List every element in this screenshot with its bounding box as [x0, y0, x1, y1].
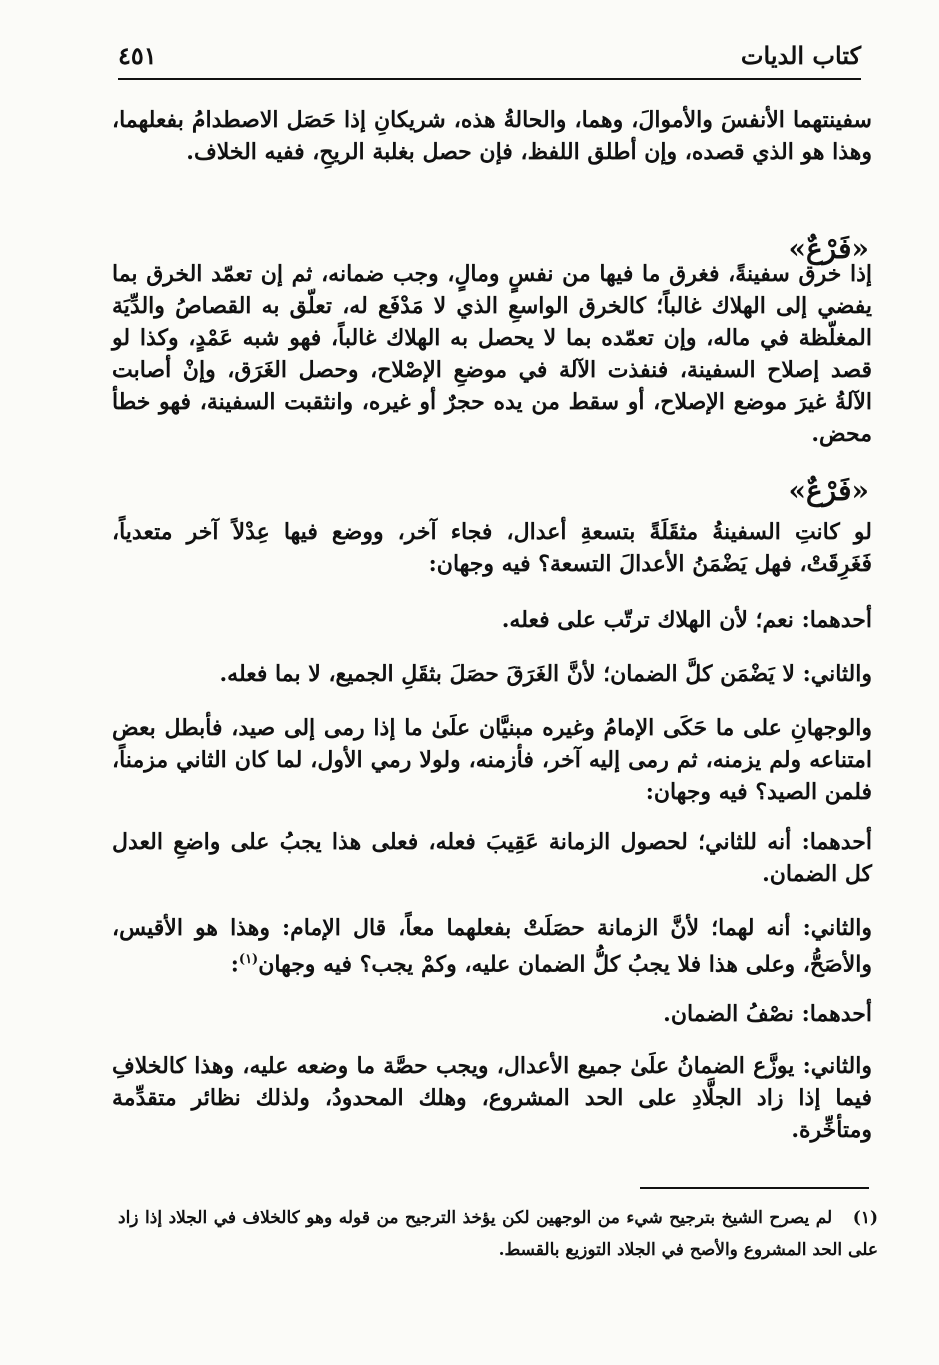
paragraph-10: [112, 1050, 872, 1146]
section-heading-1: «فَرْعٌ»: [788, 232, 869, 265]
option-text: يوزَّع الضمانُ علَىٰ جميع الأعدال، ويجب حصَّة ما وضعه عليه، وهذا كالخلافِ فيما إذا زاد الجلَّادِ على الحد المشروع، وهلك المحدودُ، ولذلك نظائر متقدِّمة ومتأخِّرة.: [112, 1053, 872, 1143]
option-text: أنه للثاني؛ لحصول الزمانة عَقِيبَ فعله، فعلى هذا يجبُ على واضعِ العدل كل الضمان.: [112, 829, 872, 887]
option-text: لا يَضْمَن كلَّ الضمان؛ لأنَّ الغَرَقَ حصَلَ بثقَلِ الجميع، لا بما فعله.: [219, 661, 795, 687]
paragraph-2: إذا خرق سفينةً، فغرق ما فيها من نفسٍ ومالٍ، وجب ضمانه، ثم إن تعمّد الخرق بما يفضي إلى الهلاك غالباً؛ كالخرق الواسعِ الذي لا مَدْفَع له، تعلّق به القصاصُ والدِّيَة المغلّظة في ماله، وإن تعمّده بما لا يحصل به الهلاك غالباً، فهو شبه عَمْدٍ، وكذا لو قصد إصلاح السفينة، فنفذت الآلة في موضعِ الإصْلاح، وحصل الغَرَق، وإنْ أصابت الآلةُ غيرَ موضع الإصلاح، أو سقط من يده حجرٌ أو غيره، وانثقبت السفينة، فهو خطأ محض.: [112, 261, 873, 447]
paragraph-7: [112, 826, 872, 890]
option-text: أنه لهما؛ لأنَّ الزمانة حصَلَتْ بفعلهما معاً، قال الإمام: وهذا هو الأقيس، والأصَحُّ، وعلى هذا فلا يجبُ كلُّ الضمان عليه، وكمْ يجب؟ فيه وجهان: [112, 915, 872, 978]
paragraph-4: [112, 604, 872, 636]
paragraph-3: لو كانتِ السفينةُ مثقَلَةً بتسعةِ أعدال، فجاء آخر، ووضع فيها عِدْلاً آخر متعدياً، فَغَرِقَتْ، فهل يَضْمَنُ الأعدالَ التسعة؟ فيه وجهان:: [112, 519, 872, 577]
page-header: [118, 38, 861, 72]
paragraph-5: [112, 658, 872, 690]
option-label: أحدهما:: [801, 607, 872, 633]
footnote: [118, 1202, 878, 1266]
option-label: والثاني:: [802, 1053, 872, 1079]
running-title: كتاب الديات: [740, 40, 861, 70]
header-rule: [118, 78, 861, 80]
page-number: ٤٥١: [118, 40, 157, 70]
option-text: نصْفُ الضمان.: [663, 1001, 794, 1027]
option-label: أحدهما:: [801, 1001, 872, 1027]
paragraph-8: [112, 912, 872, 980]
footnote-text: لم يصرح الشيخ بترجيح شيء من الوجهين لكن يؤخذ الترجيح من قوله وهو كالخلاف في الجلاد إذا زاد على الحد المشروع والأصح في الجلاد التوزيع بالقسط.: [118, 1208, 878, 1260]
option-label: والثاني:: [802, 915, 872, 941]
section-heading-2: «فَرْعٌ»: [788, 474, 869, 507]
footnote-reference[interactable]: (١): [238, 952, 259, 967]
paragraph-6: والوجهانِ على ما حَكَى الإمامُ وغيره مبنيَّان علَىٰ ما إذا رمى إلى صيد، فأبطل بعض امتناعه ولم يزمنه، ثم رمى إليه آخر، فأزمنه، ولولا رمي الأول، لما كان الثاني مزمناً، فلمن الصيد؟ فيه وجهان:: [112, 715, 872, 805]
footnote-rule: [640, 1187, 869, 1189]
footnote-marker: (١): [852, 1208, 878, 1228]
option-label: والثاني:: [802, 661, 872, 687]
option-text: نعم؛ لأن الهلاك ترتّب على فعله.: [501, 607, 794, 633]
paragraph-9: [112, 998, 872, 1030]
paragraph-1: سفينتهما الأنفسَ والأموالَ، وهما، والحالةُ هذه، شريكانِ إذا حَصَل الاصطدامُ بفعلهما، وهذا هو الذي قصده، وإن أطلق اللفظ، فإن حصل بغلبة الريحِ، ففيه الخلاف.: [112, 107, 872, 165]
option-text-end: :: [230, 951, 239, 978]
option-label: أحدهما:: [801, 829, 872, 855]
